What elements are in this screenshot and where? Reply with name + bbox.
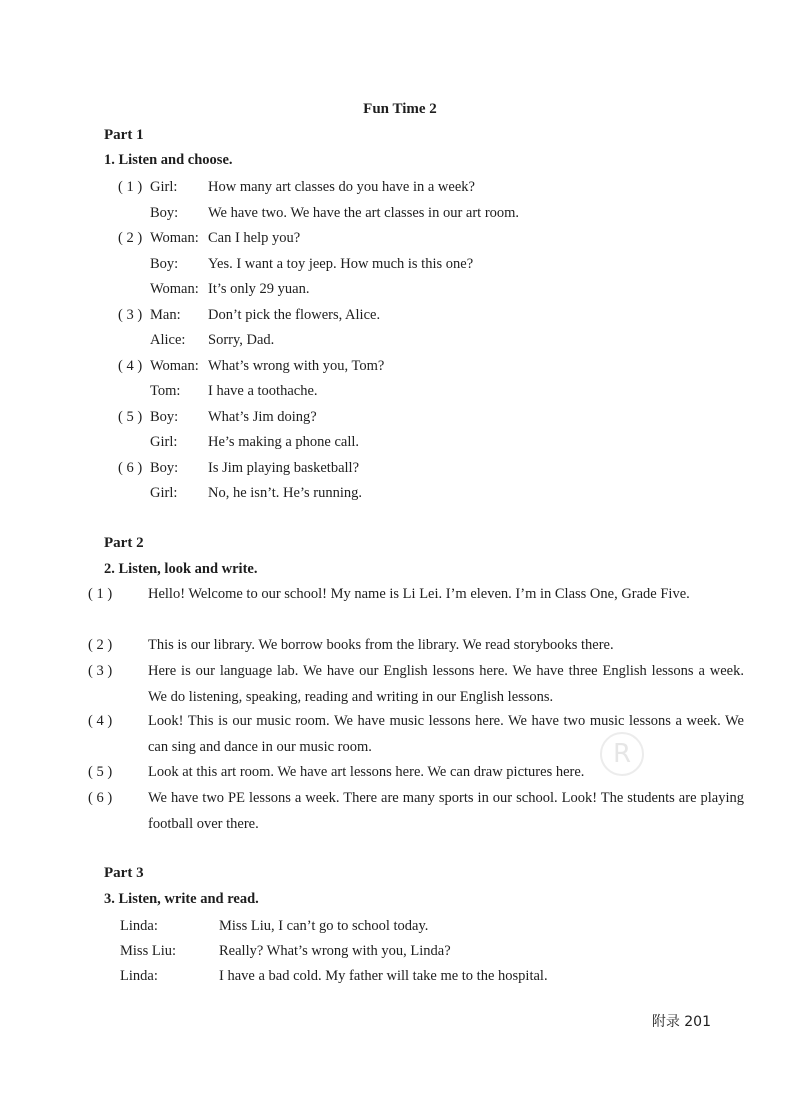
- speaker: Girl:: [150, 434, 178, 450]
- part2-section-title: 2. Listen, look and write.: [104, 561, 258, 577]
- paragraph-text: Look at this art room. We have art lessons here. We can draw pictures here.: [148, 764, 585, 780]
- utterance: Can I help you?: [208, 230, 301, 246]
- speaker: Alice:: [150, 332, 186, 348]
- part3-heading: Part 3: [104, 865, 144, 881]
- paragraph-text: This is our library. We borrow books from the library. We read storybooks there.: [148, 637, 614, 653]
- speaker: Girl:: [150, 179, 178, 195]
- speaker: Woman:: [150, 358, 199, 374]
- item-number: ( 2 ): [88, 637, 113, 653]
- speaker: Boy:: [150, 460, 179, 476]
- item-number: ( 6 ): [88, 790, 113, 806]
- speaker: Linda:: [120, 968, 158, 984]
- utterance: What’s wrong with you, Tom?: [208, 358, 385, 374]
- utterance: Yes. I want a toy jeep. How much is this one?: [208, 256, 474, 272]
- paragraph-item: [88, 633, 744, 659]
- speaker: Woman:: [150, 281, 199, 297]
- item-number: ( 5 ): [88, 764, 113, 780]
- part3-section-title: 3. Listen, write and read.: [104, 891, 259, 907]
- speaker: Linda:: [120, 918, 158, 934]
- utterance: We have two. We have the art classes in our art room.: [208, 205, 520, 221]
- paragraph-text: Hello! Welcome to our school! My name is Li Lei. I’m eleven. I’m in Class One, Grade Five.: [148, 586, 690, 602]
- speaker: Man:: [150, 307, 181, 323]
- utterance: How many art classes do you have in a week?: [208, 179, 475, 195]
- paragraph-text: Here is our language lab. We have our English lessons here. We have three English lessons a week. We do listening, speaking, reading and writing in our English lessons.: [148, 663, 744, 705]
- speaker: Woman:: [150, 230, 199, 246]
- part1-section-title: 1. Listen and choose.: [104, 152, 233, 168]
- part2-heading: Part 2: [104, 535, 144, 551]
- paragraph-text: We have two PE lessons a week. There are many sports in our school. Look! The students are playing football over there.: [148, 790, 744, 832]
- speaker: Boy:: [150, 205, 179, 221]
- paragraph-item: [88, 760, 744, 786]
- speaker: Girl:: [150, 485, 178, 501]
- item-number: ( 1 ): [88, 586, 113, 602]
- part1-heading: Part 1: [104, 127, 144, 143]
- paragraph-item: [88, 659, 744, 710]
- item-number: ( 4 ): [118, 358, 143, 374]
- registered-trademark-watermark-icon: R: [600, 732, 644, 776]
- speaker: Miss Liu:: [120, 943, 176, 959]
- utterance: He’s making a phone call.: [208, 434, 359, 450]
- utterance: Really? What’s wrong with you, Linda?: [219, 943, 451, 959]
- page-title: Fun Time 2: [363, 101, 437, 117]
- utterance: Is Jim playing basketball?: [208, 460, 360, 476]
- item-number: ( 3 ): [118, 307, 143, 323]
- utterance: No, he isn’t. He’s running.: [208, 485, 362, 501]
- paragraph-item: [88, 582, 744, 608]
- item-number: ( 5 ): [118, 409, 143, 425]
- utterance: Sorry, Dad.: [208, 332, 275, 348]
- utterance: Miss Liu, I can’t go to school today.: [219, 918, 429, 934]
- speaker: Boy:: [150, 256, 179, 272]
- utterance: Don’t pick the flowers, Alice.: [208, 307, 381, 323]
- paragraph-item: [88, 709, 744, 760]
- speaker: Boy:: [150, 409, 179, 425]
- speaker: Tom:: [150, 383, 181, 399]
- paragraph-item: [88, 786, 744, 837]
- utterance: I have a bad cold. My father will take me to the hospital.: [219, 968, 548, 984]
- utterance: It’s only 29 yuan.: [208, 281, 310, 297]
- item-number: ( 6 ): [118, 460, 143, 476]
- page-number-footer: 附录 201: [651, 1014, 711, 1030]
- utterance: I have a toothache.: [208, 383, 318, 399]
- paragraph-text: Look! This is our music room. We have music lessons here. We have two music lessons a week. We can sing and dance in our music room.: [148, 713, 744, 755]
- utterance: What’s Jim doing?: [208, 409, 317, 425]
- item-number: ( 4 ): [88, 713, 113, 729]
- item-number: ( 2 ): [118, 230, 143, 246]
- item-number: ( 3 ): [88, 663, 113, 679]
- item-number: ( 1 ): [118, 179, 143, 195]
